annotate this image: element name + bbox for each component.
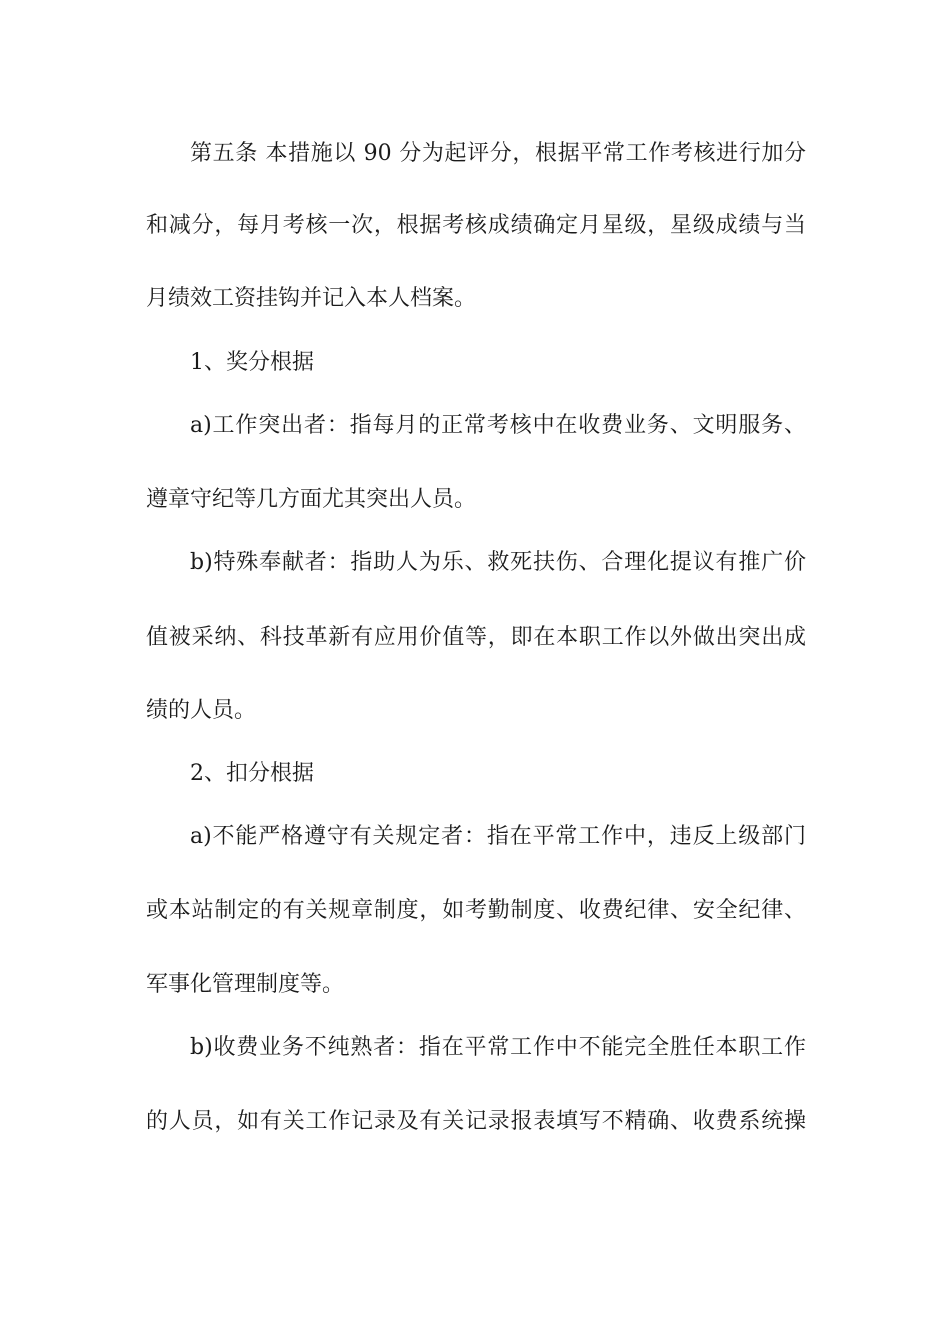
article5-line-1: 第五条 本措施以 90 分为起评分，根据平常工作考核进行加分: [190, 141, 806, 166]
deduct-heading: 2、扣分根据: [190, 761, 314, 786]
bonus-a-line-2: 遵章守纪等几方面尤其突出人员。: [146, 487, 477, 512]
bonus-b-line-3: 绩的人员。: [146, 698, 257, 723]
article5-line-2: 和减分，每月考核一次，根据考核成绩确定月星级，星级成绩与当: [146, 213, 806, 238]
deduct-b-line-1: b)收费业务不纯熟者：指在平常工作中不能完全胜任本职工作: [190, 1035, 806, 1060]
bonus-b-line-2: 值被采纳、科技革新有应用价值等，即在本职工作以外做出突出成: [146, 625, 806, 650]
deduct-a-line-1: a)不能严格遵守有关规定者：指在平常工作中，违反上级部门: [190, 824, 806, 849]
deduct-b-line-2: 的人员，如有关工作记录及有关记录报表填写不精确、收费系统操: [146, 1109, 806, 1134]
bonus-heading: 1、奖分根据: [190, 350, 314, 375]
deduct-a-line-2: 或本站制定的有关规章制度，如考勤制度、收费纪律、安全纪律、: [146, 898, 806, 923]
bonus-b-line-1: b)特殊奉献者：指助人为乐、救死扶伤、合理化提议有推广价: [190, 550, 806, 575]
deduct-a-line-3: 军事化管理制度等。: [146, 972, 345, 997]
article5-line-3: 月绩效工资挂钩并记入本人档案。: [146, 286, 477, 311]
bonus-a-line-1: a)工作突出者：指每月的正常考核中在收费业务、文明服务、: [190, 413, 806, 438]
